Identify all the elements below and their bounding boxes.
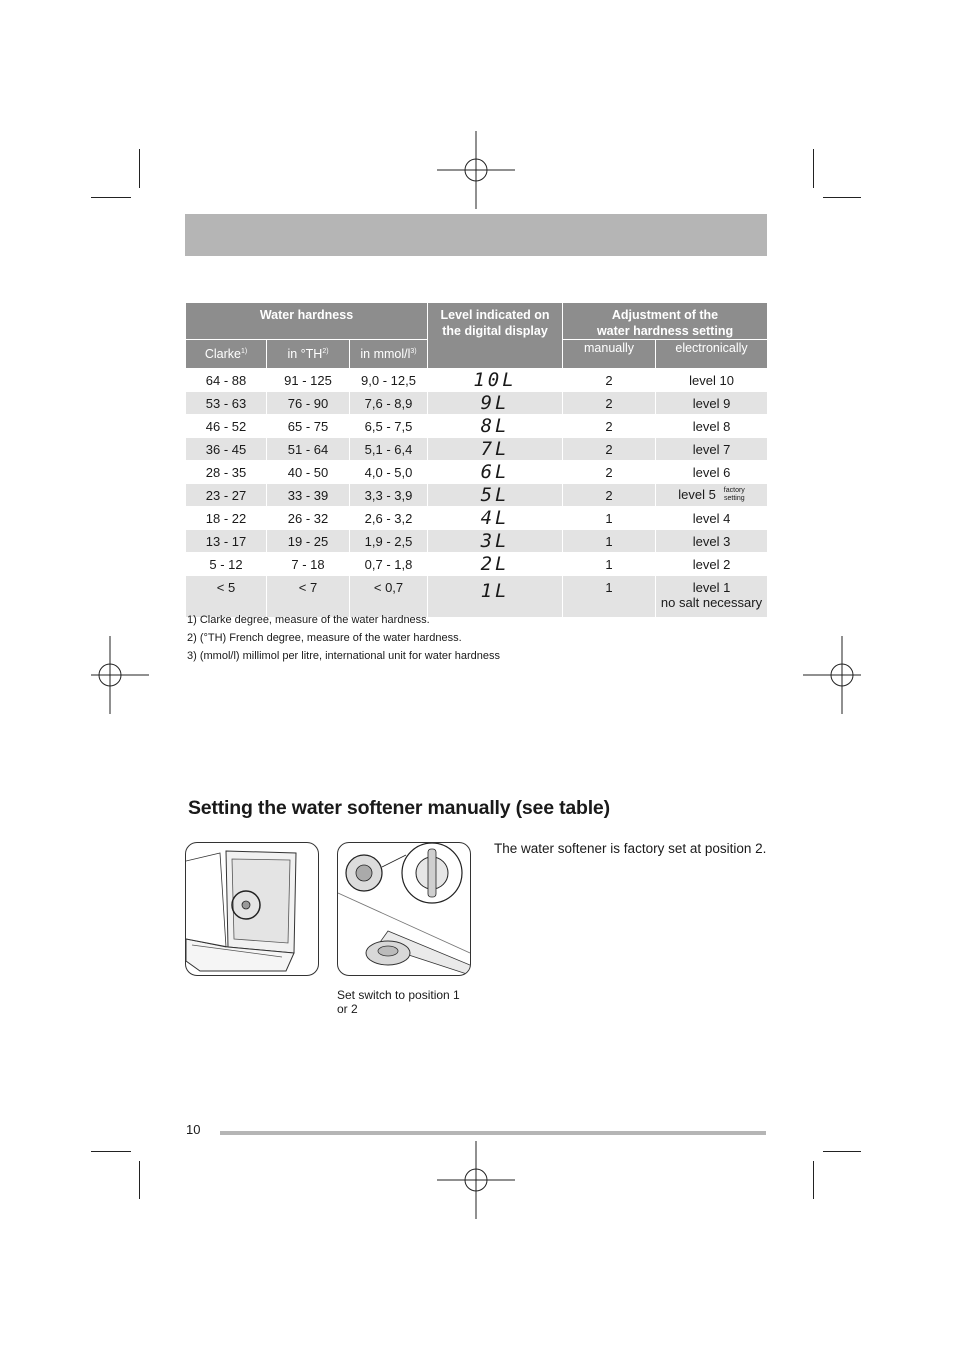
cell-display — [428, 484, 563, 507]
cell-mmol — [350, 484, 428, 507]
cell-mmol — [350, 392, 428, 415]
intro-text: The water softener is factory set at position 2. — [494, 841, 767, 856]
factory-setting-line: setting — [723, 495, 745, 503]
header-level-line: the digital display — [442, 324, 548, 338]
cell-value: 2 — [605, 464, 613, 480]
footnote-ref: 2) — [322, 347, 329, 355]
crop-mark — [91, 197, 131, 198]
table-row — [186, 507, 768, 530]
cell-value: 64 - 88 — [205, 372, 247, 388]
cell-clarke — [186, 369, 267, 392]
cell-value: < 7 — [298, 580, 318, 595]
digital-display-value: 10L — [473, 369, 517, 391]
cell-manual — [563, 438, 656, 461]
crop-mark — [139, 1161, 140, 1199]
table-row — [186, 392, 768, 415]
crop-mark — [823, 197, 861, 198]
cell-clarke — [186, 438, 267, 461]
cell-value: 6,5 - 7,5 — [364, 418, 413, 434]
header-adjustment-line: Adjustment of the — [611, 308, 719, 322]
digital-display-value: 7L — [480, 438, 510, 460]
cell-manual — [563, 415, 656, 438]
digital-display-value: 6L — [480, 461, 510, 483]
cell-value: 2 — [605, 487, 613, 503]
cell-electronic — [656, 415, 768, 438]
cell-value: 1 — [605, 580, 613, 595]
cell-value: 2 — [605, 372, 613, 388]
section-title: Setting the water softener manually (see table) — [188, 797, 610, 819]
cell-value: level 4 — [692, 510, 731, 526]
cell-display — [428, 369, 563, 392]
cell-clarke — [186, 530, 267, 553]
registration-mark — [437, 1141, 515, 1219]
cell-value: 28 - 35 — [205, 464, 247, 480]
cell-value: 7,6 - 8,9 — [364, 395, 413, 411]
cell-value: 51 - 64 — [287, 441, 329, 457]
cell-value: 1,9 - 2,5 — [364, 533, 413, 549]
table-row — [186, 553, 768, 576]
cell-value: 0,7 - 1,8 — [364, 556, 413, 572]
header-clarke-label: Clarke — [204, 347, 241, 361]
cell-th — [267, 415, 350, 438]
footnote-1: 1) Clarke degree, measure of the water hardness. — [187, 614, 430, 626]
cell-th — [267, 438, 350, 461]
cell-value: < 5 — [216, 580, 236, 595]
cell-manual — [563, 484, 656, 507]
header-th — [267, 340, 350, 369]
header-adjustment-line: water hardness setting — [596, 324, 734, 338]
cell-value: level 7 — [692, 441, 731, 457]
footnote-ref: 3) — [410, 347, 417, 355]
cell-value: 36 - 45 — [205, 441, 247, 457]
table-row — [186, 530, 768, 553]
cell-value: level 3 — [692, 533, 731, 549]
cell-value: level 10 — [689, 372, 734, 388]
cell-value: 76 - 90 — [287, 395, 329, 411]
cell-value: 2 — [605, 395, 613, 411]
dishwasher-illustration — [185, 842, 319, 976]
cell-value: 1 — [605, 556, 613, 572]
table-row — [186, 461, 768, 484]
cell-electronic — [656, 576, 768, 618]
digital-display-value: 9L — [480, 392, 510, 414]
crop-mark — [91, 1151, 131, 1152]
cell-value: 3,3 - 3,9 — [364, 487, 413, 503]
factory-setting-line: factory — [723, 487, 745, 495]
cell-value: 5 - 12 — [209, 556, 243, 572]
header-bar — [185, 214, 767, 256]
cell-manual — [563, 553, 656, 576]
header-mmol-label: in mmol/l — [360, 347, 411, 361]
cell-value: 1 — [605, 510, 613, 526]
cell-manual — [563, 576, 656, 618]
cell-electronic — [656, 484, 768, 507]
cell-display — [428, 553, 563, 576]
cell-display — [428, 507, 563, 530]
cell-mmol — [350, 553, 428, 576]
header-electronically: electronically — [656, 340, 768, 369]
cell-value: 2,6 - 3,2 — [364, 510, 413, 526]
digital-display-value: 5L — [480, 484, 510, 506]
digital-display-value: 1L — [480, 580, 510, 602]
cell-value: 1 — [605, 533, 613, 549]
cell-value: 7 - 18 — [291, 556, 325, 572]
cell-value: 26 - 32 — [287, 510, 329, 526]
cell-th — [267, 392, 350, 415]
cell-manual — [563, 369, 656, 392]
cell-display — [428, 415, 563, 438]
footer-rule — [220, 1131, 766, 1135]
cell-value: 19 - 25 — [287, 533, 329, 549]
footnote-ref: 1) — [240, 347, 248, 355]
cell-mmol — [350, 530, 428, 553]
cell-manual — [563, 530, 656, 553]
cell-value: 40 - 50 — [287, 464, 329, 480]
header-adjustment — [563, 303, 768, 340]
header-mmol — [350, 340, 428, 369]
cell-manual — [563, 507, 656, 530]
digital-display-value: 8L — [480, 415, 510, 437]
cell-value: 5,1 - 6,4 — [364, 441, 413, 457]
crop-mark — [813, 1161, 814, 1199]
cell-display — [428, 461, 563, 484]
cell-electronic — [656, 553, 768, 576]
cell-clarke — [186, 507, 267, 530]
cell-value: 2 — [605, 418, 613, 434]
cell-clarke — [186, 461, 267, 484]
cell-th — [267, 369, 350, 392]
cell-value: 4,0 - 5,0 — [364, 464, 413, 480]
cell-value: 46 - 52 — [205, 418, 247, 434]
table-row — [186, 576, 768, 618]
registration-mark — [437, 131, 515, 209]
cell-mmol — [350, 438, 428, 461]
cell-manual — [563, 392, 656, 415]
digital-display-value: 2L — [480, 553, 510, 575]
cell-value: 65 - 75 — [287, 418, 329, 434]
cell-value: 53 - 63 — [205, 395, 247, 411]
cell-display — [428, 438, 563, 461]
factory-setting-note — [724, 487, 745, 503]
cell-clarke — [186, 576, 267, 618]
water-hardness-table — [185, 302, 768, 618]
cell-clarke — [186, 553, 267, 576]
table-row — [186, 438, 768, 461]
cell-value: level 9 — [692, 395, 731, 411]
cell-value: level 6 — [692, 464, 731, 480]
digital-display-value: 3L — [480, 530, 510, 552]
crop-mark — [139, 149, 140, 188]
table-row — [186, 369, 768, 392]
header-clarke — [186, 340, 267, 369]
cell-electronic — [656, 369, 768, 392]
cell-value: 13 - 17 — [205, 533, 247, 549]
header-manually: manually — [563, 340, 656, 369]
table-row — [186, 484, 768, 507]
header-water-hardness: Water hardness — [186, 303, 428, 340]
cell-clarke — [186, 392, 267, 415]
illustration-caption: Set switch to position 1 or 2 — [337, 988, 460, 1016]
cell-mmol — [350, 507, 428, 530]
cell-th — [267, 530, 350, 553]
cell-electronic — [656, 461, 768, 484]
cell-th — [267, 576, 350, 618]
header-level-display — [428, 303, 563, 369]
cell-electronic — [656, 438, 768, 461]
cell-value: 9,0 - 12,5 — [361, 372, 416, 388]
digital-display-value: 4L — [480, 507, 510, 529]
registration-mark — [71, 636, 149, 714]
cell-value: 91 - 125 — [284, 372, 332, 388]
cell-mmol — [350, 461, 428, 484]
footnote-3: 3) (mmol/l) millimol per litre, international unit for water hardness — [187, 650, 500, 662]
cell-value: 23 - 27 — [205, 487, 247, 503]
footnote-2: 2) (°TH) French degree, measure of the water hardness. — [187, 632, 462, 644]
cell-value: 18 - 22 — [205, 510, 247, 526]
cell-clarke — [186, 415, 267, 438]
header-level-line: Level indicated on — [440, 308, 550, 322]
cell-value: 33 - 39 — [287, 487, 329, 503]
page-number: 10 — [186, 1122, 201, 1137]
table-row — [186, 415, 768, 438]
cell-manual — [563, 461, 656, 484]
cell-value: < 0,7 — [373, 580, 404, 595]
cell-display — [428, 576, 563, 618]
cell-electronic — [656, 530, 768, 553]
cell-th — [267, 461, 350, 484]
cell-value: level 8 — [692, 418, 731, 434]
cell-th — [267, 553, 350, 576]
cell-mmol — [350, 415, 428, 438]
cell-value: level 5 — [678, 486, 716, 502]
crop-mark — [823, 1151, 861, 1152]
cell-display — [428, 530, 563, 553]
crop-mark — [813, 149, 814, 188]
cell-electronic — [656, 507, 768, 530]
cell-th — [267, 507, 350, 530]
cell-display — [428, 392, 563, 415]
softener-switch-illustration — [337, 842, 471, 976]
registration-mark — [803, 636, 881, 714]
cell-note: no salt necessary — [660, 595, 763, 610]
cell-mmol — [350, 369, 428, 392]
cell-clarke — [186, 484, 267, 507]
cell-electronic — [656, 392, 768, 415]
cell-mmol — [350, 576, 428, 618]
cell-value: level 1 — [692, 580, 731, 595]
cell-th — [267, 484, 350, 507]
cell-value: level 2 — [692, 556, 731, 572]
header-th-label: in °TH — [287, 347, 323, 361]
cell-value: 2 — [605, 441, 613, 457]
